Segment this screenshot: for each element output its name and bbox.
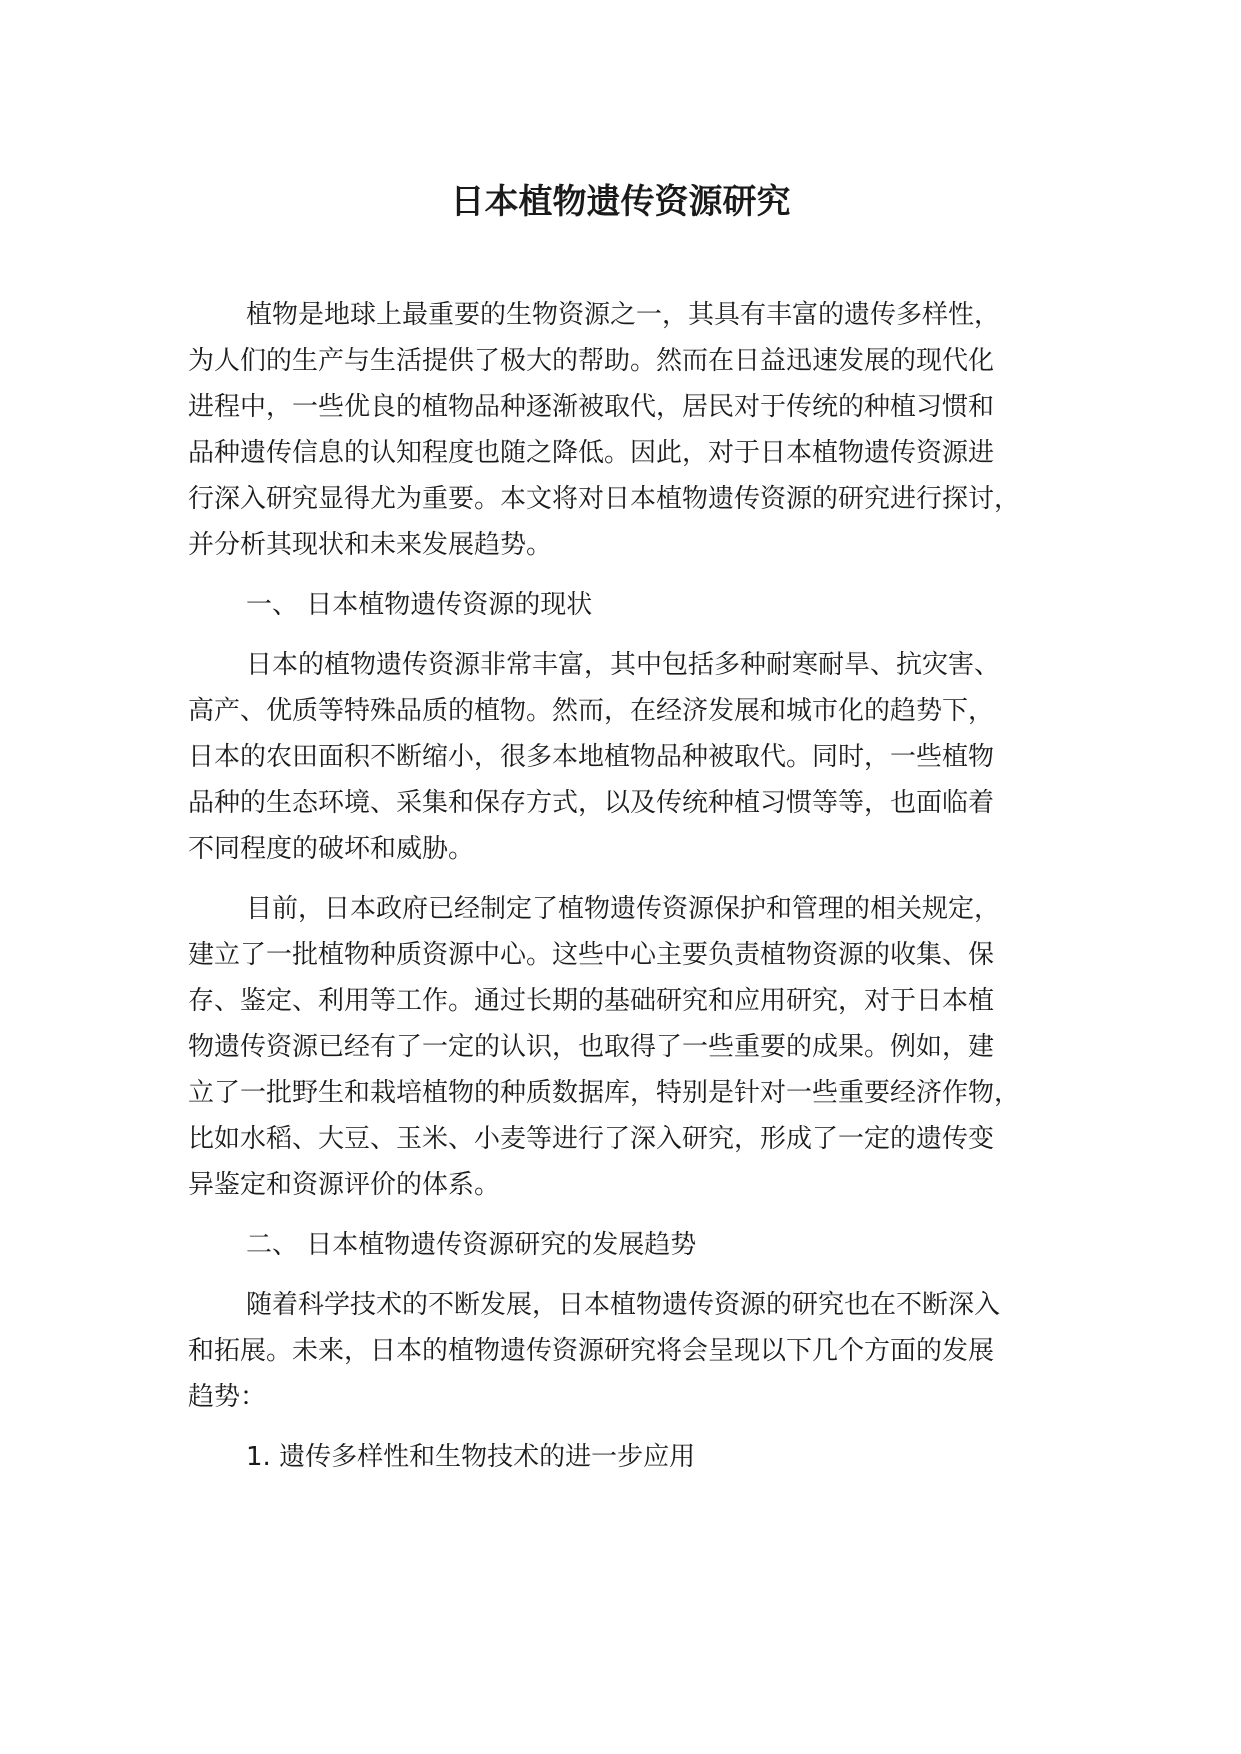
document-body bbox=[188, 292, 1088, 1494]
paragraph-line: 异鉴定和资源评价的体系。 bbox=[188, 1170, 501, 1200]
section-2-heading: 二、 日本植物遗传资源研究的发展趋势 bbox=[246, 1230, 697, 1260]
paragraph-line: 比如水稻、大豆、玉米、小麦等进行了深入研究，形成了一定的遗传变 bbox=[188, 1124, 995, 1154]
paragraph-line: 立了一批野生和栽培植物的种质数据库，特别是针对一些重要经济作物， bbox=[188, 1078, 1021, 1108]
section-1-heading: 一、 日本植物遗传资源的现状 bbox=[246, 590, 593, 620]
paragraph-line: 日本的植物遗传资源非常丰富，其中包括多种耐寒耐旱、抗灾害、 bbox=[246, 650, 1001, 680]
section-1-paragraph-1 bbox=[188, 642, 1088, 872]
paragraph-line: 进程中，一些优良的植物品种逐渐被取代，居民对于传统的种植习惯和 bbox=[188, 392, 995, 422]
paragraph-line: 趋势： bbox=[188, 1382, 267, 1412]
paragraph-line: 品种的生态环境、采集和保存方式，以及传统种植习惯等等，也面临着 bbox=[188, 788, 995, 818]
paragraph-line: 物遗传资源已经有了一定的认识，也取得了一些重要的成果。例如，建 bbox=[188, 1032, 995, 1062]
intro-paragraph bbox=[188, 292, 1088, 568]
paragraph-line: 并分析其现状和未来发展趋势。 bbox=[188, 530, 553, 560]
section-2-paragraph-1 bbox=[188, 1282, 1088, 1420]
paragraph-line: 为人们的生产与生活提供了极大的帮助。然而在日益迅速发展的现代化 bbox=[188, 346, 995, 376]
paragraph-line: 随着科学技术的不断发展，日本植物遗传资源的研究也在不断深入 bbox=[246, 1290, 1001, 1320]
paragraph-line: 品种遗传信息的认知程度也随之降低。因此，对于日本植物遗传资源进 bbox=[188, 438, 995, 468]
paragraph-line: 存、鉴定、利用等工作。通过长期的基础研究和应用研究，对于日本植 bbox=[188, 986, 995, 1016]
paragraph-line: 目前，日本政府已经制定了植物遗传资源保护和管理的相关规定， bbox=[246, 894, 1001, 924]
paragraph-line: 日本的农田面积不断缩小，很多本地植物品种被取代。同时，一些植物 bbox=[188, 742, 995, 772]
list-item-1: 1. 遗传多样性和生物技术的进一步应用 bbox=[246, 1442, 696, 1472]
paragraph-line: 不同程度的破坏和威胁。 bbox=[188, 834, 475, 864]
section-1-paragraph-2 bbox=[188, 886, 1088, 1208]
paragraph-line: 建立了一批植物种质资源中心。这些中心主要负责植物资源的收集、保 bbox=[188, 940, 995, 970]
paragraph-line: 高产、优质等特殊品质的植物。然而，在经济发展和城市化的趋势下， bbox=[188, 696, 995, 726]
paragraph-line: 植物是地球上最重要的生物资源之一，其具有丰富的遗传多样性， bbox=[246, 300, 1001, 330]
paragraph-line: 和拓展。未来，日本的植物遗传资源研究将会呈现以下几个方面的发展 bbox=[188, 1336, 995, 1366]
document-title: 日本植物遗传资源研究 bbox=[450, 182, 791, 222]
paragraph-line: 行深入研究显得尤为重要。本文将对日本植物遗传资源的研究进行探讨， bbox=[188, 484, 1021, 514]
